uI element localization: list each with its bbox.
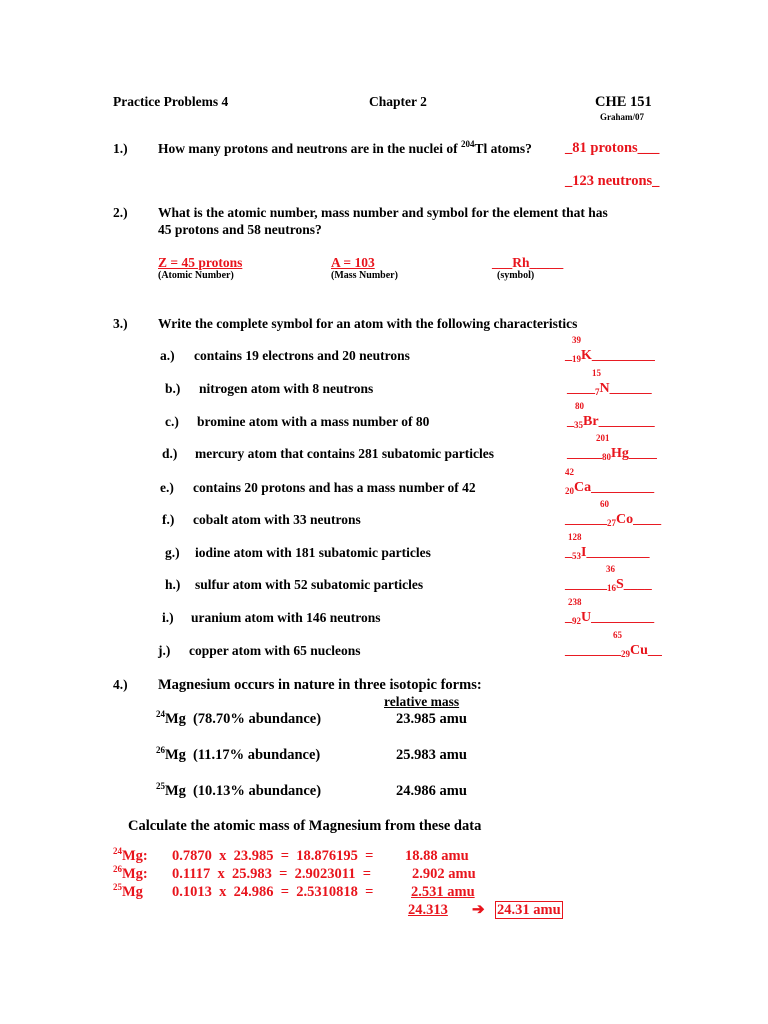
q4-isotope (156, 711, 321, 728)
q3-item-post: ____ (633, 512, 662, 527)
q4-isotope-abundance: (78.70% abundance) (192, 711, 322, 727)
q3-item-label: j.) (158, 643, 171, 658)
q3-item-element: K (581, 348, 592, 363)
q3-item-element: I (581, 545, 587, 560)
q3-item-element: Cu (630, 643, 648, 658)
q3-item-label: c.) (165, 414, 179, 429)
q4-isotope-symbol: Mg (165, 711, 186, 727)
q4-final-answer-box (495, 902, 563, 919)
q3-item-text: copper atom with 65 nucleons (189, 643, 361, 658)
q3-item-text: contains 19 electrons and 20 neutrons (194, 348, 410, 363)
q1-text-after: Tl atoms? (474, 141, 532, 156)
q3-item-symbol (565, 348, 655, 364)
q1-answer-neutrons: _123 neutrons_ (565, 173, 660, 189)
q2-atomic-number: Z = 45 protons (158, 255, 243, 270)
q3-item-symbol (565, 643, 662, 659)
q3-item-pre: _ (565, 545, 572, 560)
q4-calc-result: 2.531 amu (411, 884, 475, 900)
q1-number: 1.) (113, 141, 128, 156)
q3-item-symbol (565, 512, 661, 528)
q3-item-text: nitrogen atom with 8 neutrons (199, 381, 374, 396)
q4-calc-mass: 25 (113, 882, 122, 892)
q4-sum-value: 24.313 (408, 902, 448, 918)
q3-item-symbol (565, 480, 654, 496)
header-chapter: Chapter 2 (369, 94, 427, 109)
q3-item-text: sulfur atom with 52 subatomic particles (195, 577, 424, 592)
q2-number: 2.) (113, 205, 128, 220)
q2-symbol-caption: (symbol) (497, 270, 535, 281)
q3-item-mass-number: 39 (572, 335, 581, 345)
q3-item-symbol (567, 414, 655, 430)
q4-isotope-mass: 25 (156, 781, 165, 791)
q4-isotope-abundance: (10.13% abundance) (192, 783, 322, 799)
q3-item-post: _________ (591, 480, 655, 495)
q3-item-atomic-number: 92 (572, 616, 581, 626)
q3-item-pre: _ (565, 610, 572, 625)
q1-mass-sup: 204 (461, 139, 475, 149)
q4-isotope-relative-mass: 24.986 amu (396, 783, 467, 799)
q3-item-label: d.) (162, 446, 178, 461)
q3-item-atomic-number: 29 (621, 649, 630, 659)
q3-item-post: ______ (609, 381, 652, 396)
q3-item-text: cobalt atom with 33 neutrons (193, 512, 361, 527)
q3-item-symbol (567, 381, 652, 397)
q4-isotope-relative-mass: 23.985 amu (396, 711, 467, 727)
q4-calc-mass: 24 (113, 846, 122, 856)
q4-isotope-relative-mass: 25.983 amu (396, 747, 467, 763)
q2-symbol: ___Rh_____ (492, 255, 564, 270)
q4-isotope-symbol: Mg (165, 747, 186, 763)
q3-item-post: __ (647, 643, 662, 658)
q3-item-text: contains 20 protons and has a mass number of 42 (193, 480, 476, 495)
q3-item-element: N (599, 381, 610, 396)
q3-item-mass-number: 60 (600, 499, 609, 509)
q3-item-pre: _ (565, 348, 572, 363)
q4-final-answer: 24.31 amu (497, 902, 561, 918)
header-course: CHE 151 (595, 94, 652, 110)
q3-item-mass-number: 238 (568, 597, 582, 607)
q2-line1: What is the atomic number, mass number and symbol for the element that has (158, 205, 608, 220)
q3-item-post: ____ (628, 446, 657, 461)
q3-item-pre: ________ (565, 643, 621, 658)
q4-calc-label (113, 848, 148, 865)
q3-item-element: Ca (574, 480, 592, 495)
q4-isotope-mass: 26 (156, 745, 165, 755)
q3-item-pre: ____ (567, 381, 595, 396)
q4-calc-result: 18.88 amu (405, 848, 469, 864)
q3-item-label: a.) (160, 348, 175, 363)
q3-item-mass-number: 201 (596, 433, 610, 443)
q3-item-atomic-number: 19 (572, 354, 581, 364)
q3-item-mass-number: 80 (575, 401, 584, 411)
q3-text: Write the complete symbol for an atom with the following characteristics (158, 316, 578, 331)
q4-calc-mass: 26 (113, 864, 122, 874)
q3-item-element: U (581, 610, 592, 625)
q4-sum (408, 902, 468, 919)
q3-item-mass-number: 128 (568, 532, 582, 542)
arrow-right-icon: ➔ (472, 902, 485, 918)
q4-isotope (156, 783, 321, 800)
q4-calc-expression: 0.1013 x 24.986 = 2.5310818 = (172, 884, 374, 900)
q1-answer-protons: _81 protons___ (565, 140, 660, 156)
q4-calc-symbol: Mg (122, 884, 143, 900)
q3-item-atomic-number: 80 (602, 452, 611, 462)
q3-item-symbol (565, 545, 649, 561)
q3-item-symbol (567, 446, 657, 462)
q4-calc-expression: 0.7870 x 23.985 = 18.876195 = (172, 848, 374, 864)
header-title: Practice Problems 4 (113, 94, 229, 109)
q4-calc-symbol: Mg: (122, 848, 148, 864)
q3-item-element: Co (616, 512, 634, 527)
q4-isotope-mass: 24 (156, 709, 165, 719)
q4-calc-symbol: Mg: (122, 866, 148, 882)
q2-line2: 45 protons and 58 neutrons? (158, 222, 322, 237)
q3-item-post: ____ (623, 577, 652, 592)
q3-item-pre: _ (567, 414, 574, 429)
q4-calc-label (113, 884, 143, 901)
q3-item-mass-number: 42 (565, 467, 574, 477)
q3-item-label: i.) (162, 610, 174, 625)
q3-item-text: bromine atom with a mass number of 80 (197, 414, 430, 429)
q3-number: 3.) (113, 316, 128, 331)
q3-item-label: f.) (162, 512, 175, 527)
q4-isotope-symbol: Mg (165, 783, 186, 799)
q4-text: Magnesium occurs in nature in three isotopic forms: (158, 677, 482, 693)
q3-item-post: _________ (591, 348, 655, 363)
q3-item-post: ________ (598, 414, 655, 429)
q3-item-symbol (565, 577, 652, 593)
q3-item-pre: _____ (567, 446, 602, 461)
q3-item-atomic-number: 53 (572, 551, 581, 561)
q3-item-atomic-number: 16 (607, 583, 616, 593)
q3-item-element: Br (583, 414, 599, 429)
q3-item-mass-number: 65 (613, 630, 622, 640)
q3-item-element: S (616, 577, 624, 592)
q4-number: 4.) (113, 677, 128, 692)
q3-item-label: b.) (165, 381, 181, 396)
q3-item-mass-number: 36 (606, 564, 615, 574)
q1-text-before: How many protons and neutrons are in the nuclei of (158, 141, 462, 156)
q4-calc-expression: 0.1117 x 25.983 = 2.9023011 = (172, 866, 371, 882)
q3-item-label: e.) (160, 480, 174, 495)
q1-text (158, 141, 532, 157)
q3-item-atomic-number: 20 (565, 486, 574, 496)
q4-calc-label (113, 866, 148, 883)
q3-item-text: uranium atom with 146 neutrons (191, 610, 381, 625)
q3-item-atomic-number: 35 (574, 420, 583, 430)
q2-atomic-number-caption: (Atomic Number) (158, 270, 234, 281)
q4-relative-mass-header: relative mass (384, 694, 460, 709)
q3-item-post: _________ (591, 610, 655, 625)
q3-item-pre: ______ (565, 577, 607, 592)
q4-isotope-abundance: (11.17% abundance) (192, 747, 321, 763)
q3-item-pre: ______ (565, 512, 607, 527)
q3-item-symbol (565, 610, 654, 626)
q3-item-text: mercury atom that contains 281 subatomic particles (195, 446, 494, 461)
q3-item-text: iodine atom with 181 subatomic particles (195, 545, 431, 560)
q2-mass-number-caption: (Mass Number) (331, 270, 398, 281)
q4-calc-result: 2.902 amu (412, 866, 476, 882)
q3-item-mass-number: 15 (592, 368, 601, 378)
q3-item-label: h.) (165, 577, 181, 592)
q3-item-label: g.) (165, 545, 180, 560)
q2-mass-number: A = 103 (331, 255, 375, 270)
q3-item-atomic-number: 27 (607, 518, 616, 528)
q3-item-element: Hg (611, 446, 629, 461)
q3-item-atomic-number: 7 (595, 387, 600, 397)
header-author: Graham/07 (600, 112, 644, 122)
q4-isotope (156, 747, 320, 764)
q3-item-post: _________ (586, 545, 650, 560)
q4-calc-prompt: Calculate the atomic mass of Magnesium from these data (128, 818, 482, 834)
